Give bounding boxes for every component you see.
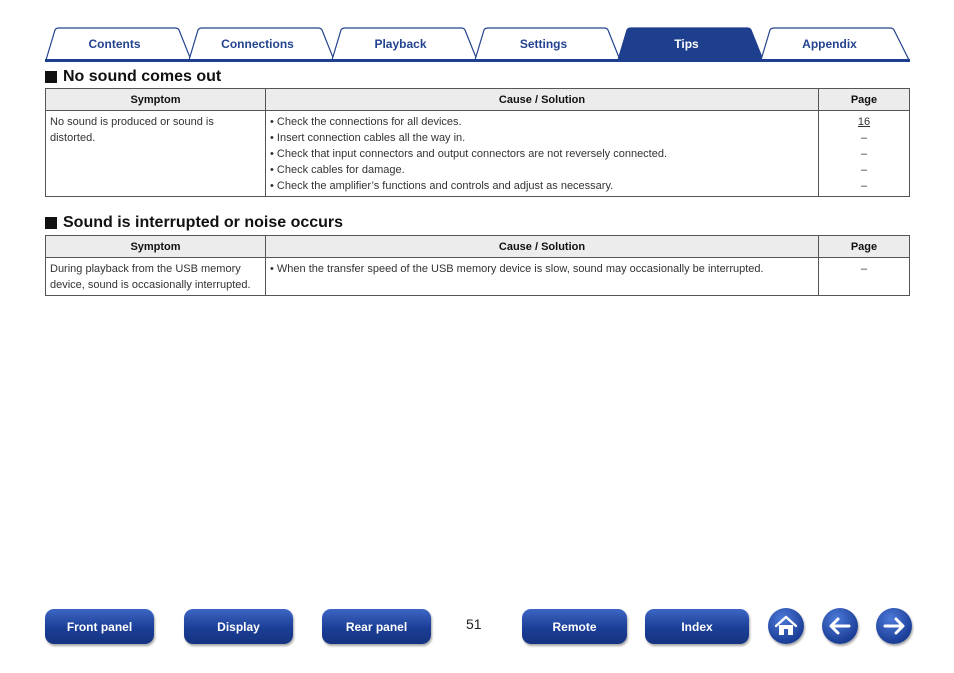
cause-cell: • When the transfer speed of the USB memory device is slow, sound may occasionally be interrupted. [266, 258, 819, 296]
back-arrow-icon [827, 613, 853, 639]
forward-arrow-icon [881, 613, 907, 639]
back-button[interactable] [822, 608, 858, 644]
tab-label: Connections [221, 36, 294, 51]
header-symptom: Symptom [46, 89, 266, 111]
page-ref: – [860, 132, 868, 144]
cause-item: • Check cables for damage. [270, 164, 405, 176]
square-bullet-icon [45, 217, 57, 229]
tab-connections[interactable] [188, 27, 335, 60]
table-header-row [46, 89, 910, 111]
page-ref: – [860, 164, 868, 176]
troubleshoot-table-no-sound [45, 88, 910, 197]
tab-bar [45, 27, 910, 63]
section-title-text: Sound is interrupted or noise occurs [63, 214, 344, 231]
front-panel-button[interactable]: Front panel [45, 609, 154, 644]
cause-item: • Check that input connectors and output connectors are not reversely connected. [270, 148, 668, 160]
table-row [46, 111, 910, 197]
page-ref: – [860, 180, 868, 192]
page-number: 51 [466, 616, 482, 632]
square-bullet-icon [45, 71, 57, 83]
tab-contents[interactable] [45, 27, 192, 60]
table-header-row [46, 236, 910, 258]
cause-item: • Insert connection cables all the way in. [270, 132, 466, 144]
home-button[interactable] [768, 608, 804, 644]
section-heading [45, 214, 343, 232]
forward-button[interactable] [876, 608, 912, 644]
cause-item: • Check the connections for all devices. [270, 116, 462, 128]
cause-cell [266, 111, 819, 197]
section-heading [45, 68, 221, 86]
header-symptom: Symptom [46, 236, 266, 258]
tab-label: Settings [519, 36, 568, 51]
home-icon [773, 613, 799, 639]
header-cause: Cause / Solution [266, 89, 819, 111]
tab-label: Contents [88, 36, 141, 51]
display-button[interactable]: Display [184, 609, 293, 644]
header-page: Page [819, 89, 910, 111]
remote-button[interactable]: Remote [522, 609, 627, 644]
cause-item: • Check the amplifier’s functions and controls and adjust as necessary. [270, 180, 614, 192]
tab-label: Tips [674, 36, 699, 51]
tab-playback[interactable] [331, 27, 478, 60]
section-title-text: No sound comes out [63, 68, 222, 85]
header-cause: Cause / Solution [266, 236, 819, 258]
index-button[interactable]: Index [645, 609, 749, 644]
symptom-cell: No sound is produced or sound is distorted. [46, 111, 266, 197]
tab-appendix[interactable] [760, 27, 907, 60]
page-cell: – [819, 258, 910, 296]
page-link[interactable]: 16 [857, 116, 871, 128]
tab-settings[interactable] [474, 27, 621, 60]
tab-label: Playback [374, 36, 427, 51]
page-ref: – [860, 148, 868, 160]
tab-underline [45, 59, 910, 62]
tab-tips[interactable] [617, 27, 764, 60]
header-page: Page [819, 236, 910, 258]
troubleshoot-table-interrupted [45, 235, 910, 296]
rear-panel-button[interactable]: Rear panel [322, 609, 431, 644]
table-row [46, 258, 910, 296]
page-cell [819, 111, 910, 197]
tab-label: Appendix [802, 36, 857, 51]
symptom-cell: During playback from the USB memory device, sound is occasionally interrupted. [46, 258, 266, 296]
